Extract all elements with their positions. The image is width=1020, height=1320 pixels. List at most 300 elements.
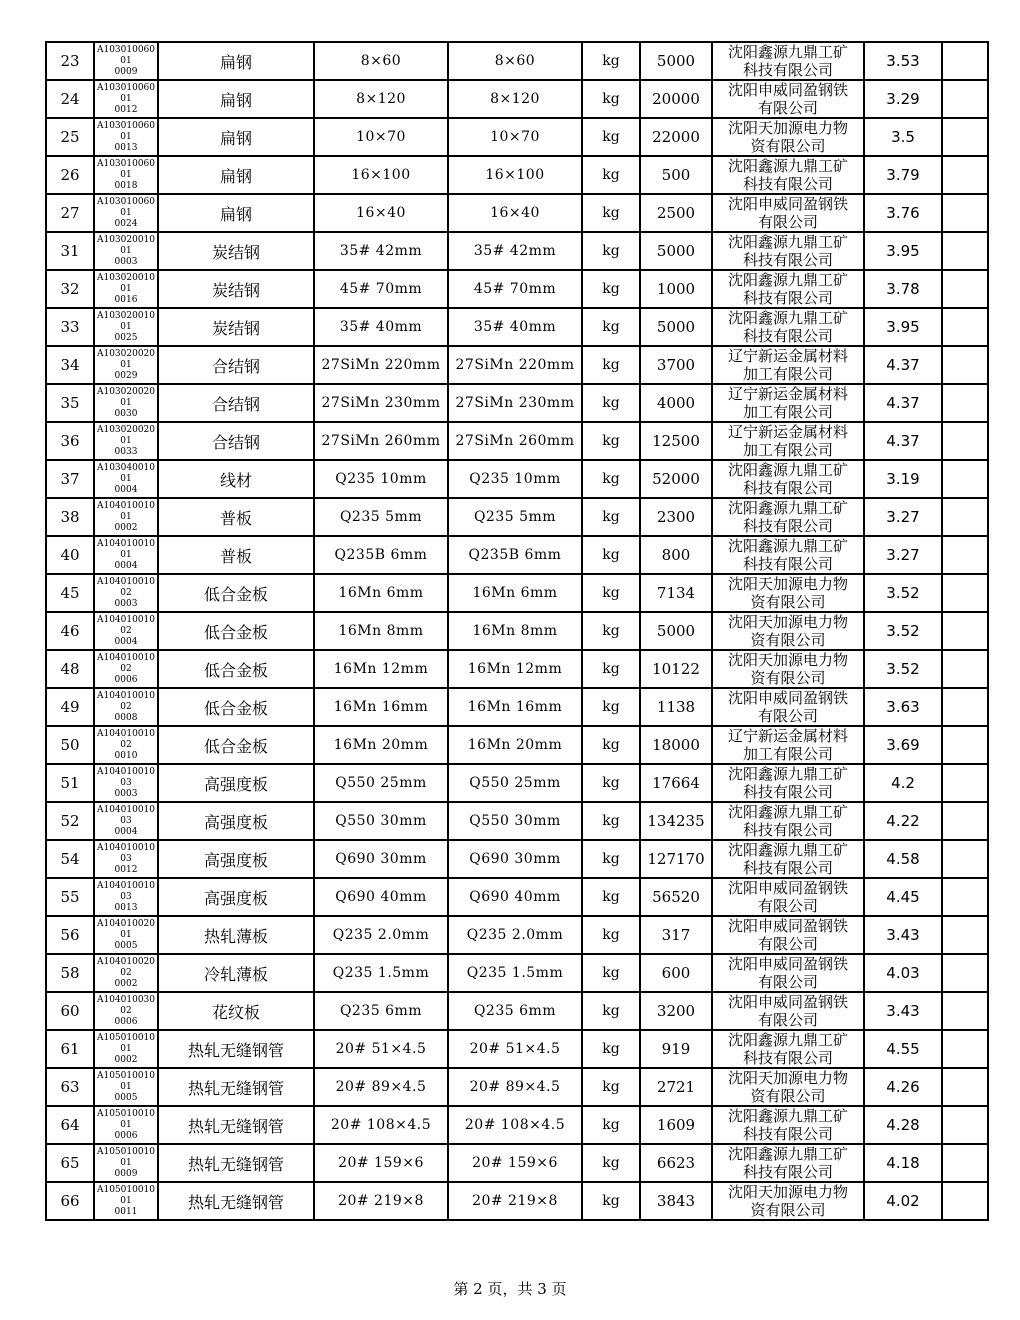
row-number: 46: [46, 612, 94, 650]
unit-price: 3.43: [864, 916, 942, 954]
material-code-line: 0012: [114, 104, 138, 115]
unit: kg: [582, 878, 640, 916]
unit-price: 3.52: [864, 650, 942, 688]
material-code-line: A10401001001: [96, 538, 156, 560]
supplier-line: 资有限公司: [750, 1201, 826, 1219]
supplier-line: 有限公司: [757, 213, 818, 231]
material-code-line: A10301006001: [96, 120, 156, 142]
quantity: 5000: [640, 42, 712, 80]
specification-2: 8×120: [448, 80, 582, 118]
unit: kg: [582, 80, 640, 118]
specification-2: 27SiMn 230mm: [448, 384, 582, 422]
material-code: [94, 954, 158, 992]
material-code-line: 0003: [114, 788, 138, 799]
remark: [942, 916, 988, 954]
material-code: [94, 802, 158, 840]
unit-price: 3.78: [864, 270, 942, 308]
supplier-line: 科技有限公司: [742, 327, 833, 345]
material-code-line: A10302002001: [96, 348, 156, 370]
quantity: 800: [640, 536, 712, 574]
quantity: 134235: [640, 802, 712, 840]
supplier-line: 资有限公司: [750, 631, 826, 649]
supplier: [712, 1030, 864, 1068]
material-code-line: 0029: [114, 370, 138, 381]
supplier-line: 沈阳天加源电力物: [727, 613, 848, 631]
supplier-line: 加工有限公司: [742, 365, 833, 383]
supplier-line: 科技有限公司: [742, 821, 833, 839]
table-row: [46, 270, 988, 308]
unit-price: 4.55: [864, 1030, 942, 1068]
price-table: [45, 41, 989, 1221]
unit-price: 4.03: [864, 954, 942, 992]
material-name: 热轧无缝钢管: [158, 1144, 314, 1182]
row-number: 61: [46, 1030, 94, 1068]
unit: kg: [582, 1068, 640, 1106]
quantity: 5000: [640, 612, 712, 650]
specification-2: 35# 40mm: [448, 308, 582, 346]
unit-price: 3.27: [864, 536, 942, 574]
material-code-line: A10501001001: [96, 1146, 156, 1168]
specification-2: 20# 108×4.5: [448, 1106, 582, 1144]
material-code-line: 0012: [114, 864, 138, 875]
material-code-line: 0004: [114, 560, 138, 571]
material-code-line: 0003: [114, 598, 138, 609]
remark: [942, 764, 988, 802]
specification: Q690 30mm: [314, 840, 448, 878]
row-number: 31: [46, 232, 94, 270]
row-number: 58: [46, 954, 94, 992]
material-code: [94, 346, 158, 384]
quantity: 317: [640, 916, 712, 954]
table-row: [46, 118, 988, 156]
material-code-line: 0013: [114, 902, 138, 913]
specification: 27SiMn 260mm: [314, 422, 448, 460]
row-number: 55: [46, 878, 94, 916]
remark: [942, 992, 988, 1030]
supplier-line: 科技有限公司: [742, 1125, 833, 1143]
material-code-line: A10401001001: [96, 500, 156, 522]
table-body: [46, 42, 988, 1220]
row-number: 37: [46, 460, 94, 498]
remark: [942, 1030, 988, 1068]
row-number: 33: [46, 308, 94, 346]
supplier: [712, 612, 864, 650]
unit-price: 4.02: [864, 1182, 942, 1220]
specification-2: Q235 2.0mm: [448, 916, 582, 954]
material-code-line: A10301006001: [96, 44, 156, 66]
unit: kg: [582, 612, 640, 650]
supplier-line: 沈阳申威同盈钢铁: [727, 195, 848, 213]
row-number: 45: [46, 574, 94, 612]
unit-price: 4.45: [864, 878, 942, 916]
supplier: [712, 118, 864, 156]
specification: 45# 70mm: [314, 270, 448, 308]
specification-2: 16×100: [448, 156, 582, 194]
table-row: [46, 916, 988, 954]
supplier: [712, 232, 864, 270]
unit-price: 3.76: [864, 194, 942, 232]
unit: kg: [582, 916, 640, 954]
material-code-line: 0002: [114, 1054, 138, 1065]
material-name: 炭结钢: [158, 308, 314, 346]
supplier: [712, 688, 864, 726]
material-code: [94, 916, 158, 954]
table-row: [46, 574, 988, 612]
row-number: 56: [46, 916, 94, 954]
table-row: [46, 1106, 988, 1144]
material-code-line: 0005: [114, 940, 138, 951]
specification-2: Q690 40mm: [448, 878, 582, 916]
unit-price: 4.18: [864, 1144, 942, 1182]
material-name: 低合金板: [158, 574, 314, 612]
material-code-line: 0011: [114, 1206, 138, 1217]
row-number: 35: [46, 384, 94, 422]
table-row: [46, 840, 988, 878]
material-code-line: A10302001001: [96, 310, 156, 332]
specification: Q235 1.5mm: [314, 954, 448, 992]
material-name: 炭结钢: [158, 270, 314, 308]
quantity: 1000: [640, 270, 712, 308]
material-code-line: A10401001003: [96, 766, 156, 788]
supplier: [712, 954, 864, 992]
remark: [942, 574, 988, 612]
table-row: [46, 80, 988, 118]
unit: kg: [582, 42, 640, 80]
material-name: 普板: [158, 536, 314, 574]
material-code: [94, 270, 158, 308]
supplier: [712, 992, 864, 1030]
unit: kg: [582, 460, 640, 498]
unit: kg: [582, 1144, 640, 1182]
material-code: [94, 650, 158, 688]
supplier-line: 科技有限公司: [742, 61, 833, 79]
material-name: 扁钢: [158, 42, 314, 80]
material-code-line: 0013: [114, 142, 138, 153]
row-number: 66: [46, 1182, 94, 1220]
table-row: [46, 1068, 988, 1106]
material-code-line: 0006: [114, 1130, 138, 1141]
specification: Q235 5mm: [314, 498, 448, 536]
unit: kg: [582, 194, 640, 232]
quantity: 52000: [640, 460, 712, 498]
unit-price: 3.79: [864, 156, 942, 194]
specification-2: 10×70: [448, 118, 582, 156]
specification-2: 16Mn 12mm: [448, 650, 582, 688]
row-number: 54: [46, 840, 94, 878]
material-name: 热轧无缝钢管: [158, 1106, 314, 1144]
material-code: [94, 612, 158, 650]
remark: [942, 460, 988, 498]
unit-price: 3.53: [864, 42, 942, 80]
supplier: [712, 726, 864, 764]
quantity: 56520: [640, 878, 712, 916]
specification: Q235B 6mm: [314, 536, 448, 574]
supplier-line: 沈阳鑫源九鼎工矿: [727, 461, 848, 479]
supplier-line: 沈阳天加源电力物: [727, 575, 848, 593]
specification-2: 35# 42mm: [448, 232, 582, 270]
supplier-line: 沈阳申威同盈钢铁: [727, 879, 848, 897]
supplier-line: 资有限公司: [750, 669, 826, 687]
row-number: 60: [46, 992, 94, 1030]
row-number: 38: [46, 498, 94, 536]
table-row: [46, 498, 988, 536]
table-row: [46, 650, 988, 688]
supplier-line: 有限公司: [757, 973, 818, 991]
material-code-line: 0004: [114, 636, 138, 647]
supplier-line: 沈阳申威同盈钢铁: [727, 955, 848, 973]
material-code-line: A10401001002: [96, 614, 156, 636]
remark: [942, 802, 988, 840]
supplier-line: 沈阳鑫源九鼎工矿: [727, 1031, 848, 1049]
supplier-line: 沈阳鑫源九鼎工矿: [727, 841, 848, 859]
remark: [942, 498, 988, 536]
material-code-line: A10401001003: [96, 804, 156, 826]
supplier-line: 科技有限公司: [742, 175, 833, 193]
table-row: [46, 1030, 988, 1068]
row-number: 26: [46, 156, 94, 194]
supplier: [712, 840, 864, 878]
remark: [942, 954, 988, 992]
unit-price: 3.63: [864, 688, 942, 726]
specification: Q550 30mm: [314, 802, 448, 840]
material-name: 高强度板: [158, 802, 314, 840]
supplier-line: 辽宁新运金属材料: [727, 423, 848, 441]
specification: 16×40: [314, 194, 448, 232]
supplier-line: 科技有限公司: [742, 289, 833, 307]
material-code-line: 0006: [114, 674, 138, 685]
quantity: 919: [640, 1030, 712, 1068]
table-row: [46, 1182, 988, 1220]
unit: kg: [582, 802, 640, 840]
supplier: [712, 1144, 864, 1182]
unit-price: 4.58: [864, 840, 942, 878]
table-row: [46, 688, 988, 726]
material-code-line: 0033: [114, 446, 138, 457]
unit-price: 3.29: [864, 80, 942, 118]
row-number: 40: [46, 536, 94, 574]
material-code-line: A10302002001: [96, 386, 156, 408]
unit: kg: [582, 308, 640, 346]
material-code-line: A10401001002: [96, 728, 156, 750]
row-number: 49: [46, 688, 94, 726]
supplier-line: 沈阳鑫源九鼎工矿: [727, 157, 848, 175]
supplier-line: 资有限公司: [750, 137, 826, 155]
unit: kg: [582, 650, 640, 688]
material-code: [94, 42, 158, 80]
material-name: 高强度板: [158, 764, 314, 802]
specification-2: 16Mn 6mm: [448, 574, 582, 612]
table-row: [46, 346, 988, 384]
material-code: [94, 308, 158, 346]
material-name: 扁钢: [158, 194, 314, 232]
supplier-line: 沈阳申威同盈钢铁: [727, 689, 848, 707]
supplier: [712, 498, 864, 536]
table-row: [46, 802, 988, 840]
material-code: [94, 422, 158, 460]
material-code-line: A10501001001: [96, 1032, 156, 1054]
material-code: [94, 688, 158, 726]
quantity: 12500: [640, 422, 712, 460]
remark: [942, 232, 988, 270]
supplier-line: 沈阳鑫源九鼎工矿: [727, 1107, 848, 1125]
supplier-line: 沈阳鑫源九鼎工矿: [727, 233, 848, 251]
specification: 35# 40mm: [314, 308, 448, 346]
quantity: 7134: [640, 574, 712, 612]
material-name: 炭结钢: [158, 232, 314, 270]
material-code-line: 0003: [114, 256, 138, 267]
material-code: [94, 80, 158, 118]
specification: Q235 6mm: [314, 992, 448, 1030]
material-code-line: A10302002001: [96, 424, 156, 446]
supplier: [712, 422, 864, 460]
material-code-line: 0025: [114, 332, 138, 343]
material-code-line: A10301006001: [96, 82, 156, 104]
specification-2: Q550 25mm: [448, 764, 582, 802]
material-code-line: 0009: [114, 1168, 138, 1179]
supplier-line: 沈阳天加源电力物: [727, 1183, 848, 1201]
material-code: [94, 726, 158, 764]
material-code-line: 0004: [114, 826, 138, 837]
remark: [942, 612, 988, 650]
material-name: 合结钢: [158, 422, 314, 460]
material-code-line: 0005: [114, 1092, 138, 1103]
quantity: 4000: [640, 384, 712, 422]
remark: [942, 1144, 988, 1182]
specification: 20# 159×6: [314, 1144, 448, 1182]
material-code-line: 0006: [114, 1016, 138, 1027]
quantity: 127170: [640, 840, 712, 878]
remark: [942, 726, 988, 764]
specification-2: 20# 219×8: [448, 1182, 582, 1220]
material-name: 热轧无缝钢管: [158, 1182, 314, 1220]
supplier: [712, 308, 864, 346]
material-code-line: A10501001001: [96, 1184, 156, 1206]
quantity: 5000: [640, 308, 712, 346]
quantity: 2300: [640, 498, 712, 536]
material-code-line: 0009: [114, 66, 138, 77]
supplier: [712, 156, 864, 194]
material-code: [94, 498, 158, 536]
unit: kg: [582, 536, 640, 574]
material-code: [94, 1144, 158, 1182]
specification: 20# 108×4.5: [314, 1106, 448, 1144]
supplier-line: 沈阳鑫源九鼎工矿: [727, 499, 848, 517]
row-number: 50: [46, 726, 94, 764]
unit: kg: [582, 118, 640, 156]
material-name: 合结钢: [158, 346, 314, 384]
material-code-line: A10301006001: [96, 196, 156, 218]
remark: [942, 42, 988, 80]
supplier-line: 沈阳鑫源九鼎工矿: [727, 803, 848, 821]
supplier-line: 加工有限公司: [742, 745, 833, 763]
specification: 16Mn 20mm: [314, 726, 448, 764]
supplier-line: 沈阳鑫源九鼎工矿: [727, 765, 848, 783]
table-row: [46, 422, 988, 460]
supplier: [712, 802, 864, 840]
material-code: [94, 232, 158, 270]
unit: kg: [582, 156, 640, 194]
table-row: [46, 726, 988, 764]
remark: [942, 536, 988, 574]
material-name: 低合金板: [158, 612, 314, 650]
specification: 16Mn 6mm: [314, 574, 448, 612]
quantity: 2500: [640, 194, 712, 232]
supplier: [712, 270, 864, 308]
supplier-line: 有限公司: [757, 1011, 818, 1029]
unit-price: 4.2: [864, 764, 942, 802]
page-footer: 第 2 页，共 3 页: [453, 1280, 567, 1298]
table-row: [46, 42, 988, 80]
unit-price: 3.27: [864, 498, 942, 536]
material-code: [94, 574, 158, 612]
unit-price: 4.28: [864, 1106, 942, 1144]
unit-price: 3.19: [864, 460, 942, 498]
row-number: 65: [46, 1144, 94, 1182]
supplier-line: 有限公司: [757, 935, 818, 953]
supplier-line: 沈阳鑫源九鼎工矿: [727, 537, 848, 555]
specification: 20# 89×4.5: [314, 1068, 448, 1106]
supplier-line: 辽宁新运金属材料: [727, 727, 848, 745]
specification: Q550 25mm: [314, 764, 448, 802]
unit: kg: [582, 764, 640, 802]
unit: kg: [582, 726, 640, 764]
specification-2: 8×60: [448, 42, 582, 80]
material-code: [94, 194, 158, 232]
quantity: 17664: [640, 764, 712, 802]
unit: kg: [582, 1182, 640, 1220]
material-name: 低合金板: [158, 650, 314, 688]
specification: Q235 10mm: [314, 460, 448, 498]
specification: Q690 40mm: [314, 878, 448, 916]
unit-price: 4.37: [864, 346, 942, 384]
row-number: 34: [46, 346, 94, 384]
specification: 16Mn 12mm: [314, 650, 448, 688]
supplier: [712, 80, 864, 118]
unit: kg: [582, 498, 640, 536]
material-code-line: 0016: [114, 294, 138, 305]
table-row: [46, 1144, 988, 1182]
material-name: 热轧无缝钢管: [158, 1030, 314, 1068]
unit-price: 3.43: [864, 992, 942, 1030]
supplier-line: 沈阳鑫源九鼎工矿: [727, 1145, 848, 1163]
unit-price: 3.69: [864, 726, 942, 764]
material-code: [94, 384, 158, 422]
supplier: [712, 42, 864, 80]
specification: 27SiMn 220mm: [314, 346, 448, 384]
specification: 16Mn 8mm: [314, 612, 448, 650]
specification-2: 27SiMn 220mm: [448, 346, 582, 384]
material-name: 扁钢: [158, 156, 314, 194]
remark: [942, 1068, 988, 1106]
remark: [942, 270, 988, 308]
material-code: [94, 536, 158, 574]
specification: 16Mn 16mm: [314, 688, 448, 726]
row-number: 36: [46, 422, 94, 460]
material-code-line: 0004: [114, 484, 138, 495]
remark: [942, 80, 988, 118]
material-code-line: 0008: [114, 712, 138, 723]
table-row: [46, 384, 988, 422]
table-row: [46, 156, 988, 194]
supplier: [712, 1068, 864, 1106]
material-name: 扁钢: [158, 118, 314, 156]
material-code-line: A10401001002: [96, 690, 156, 712]
material-code-line: A10401001003: [96, 842, 156, 864]
quantity: 18000: [640, 726, 712, 764]
specification: 10×70: [314, 118, 448, 156]
material-name: 扁钢: [158, 80, 314, 118]
unit-price: 4.37: [864, 384, 942, 422]
